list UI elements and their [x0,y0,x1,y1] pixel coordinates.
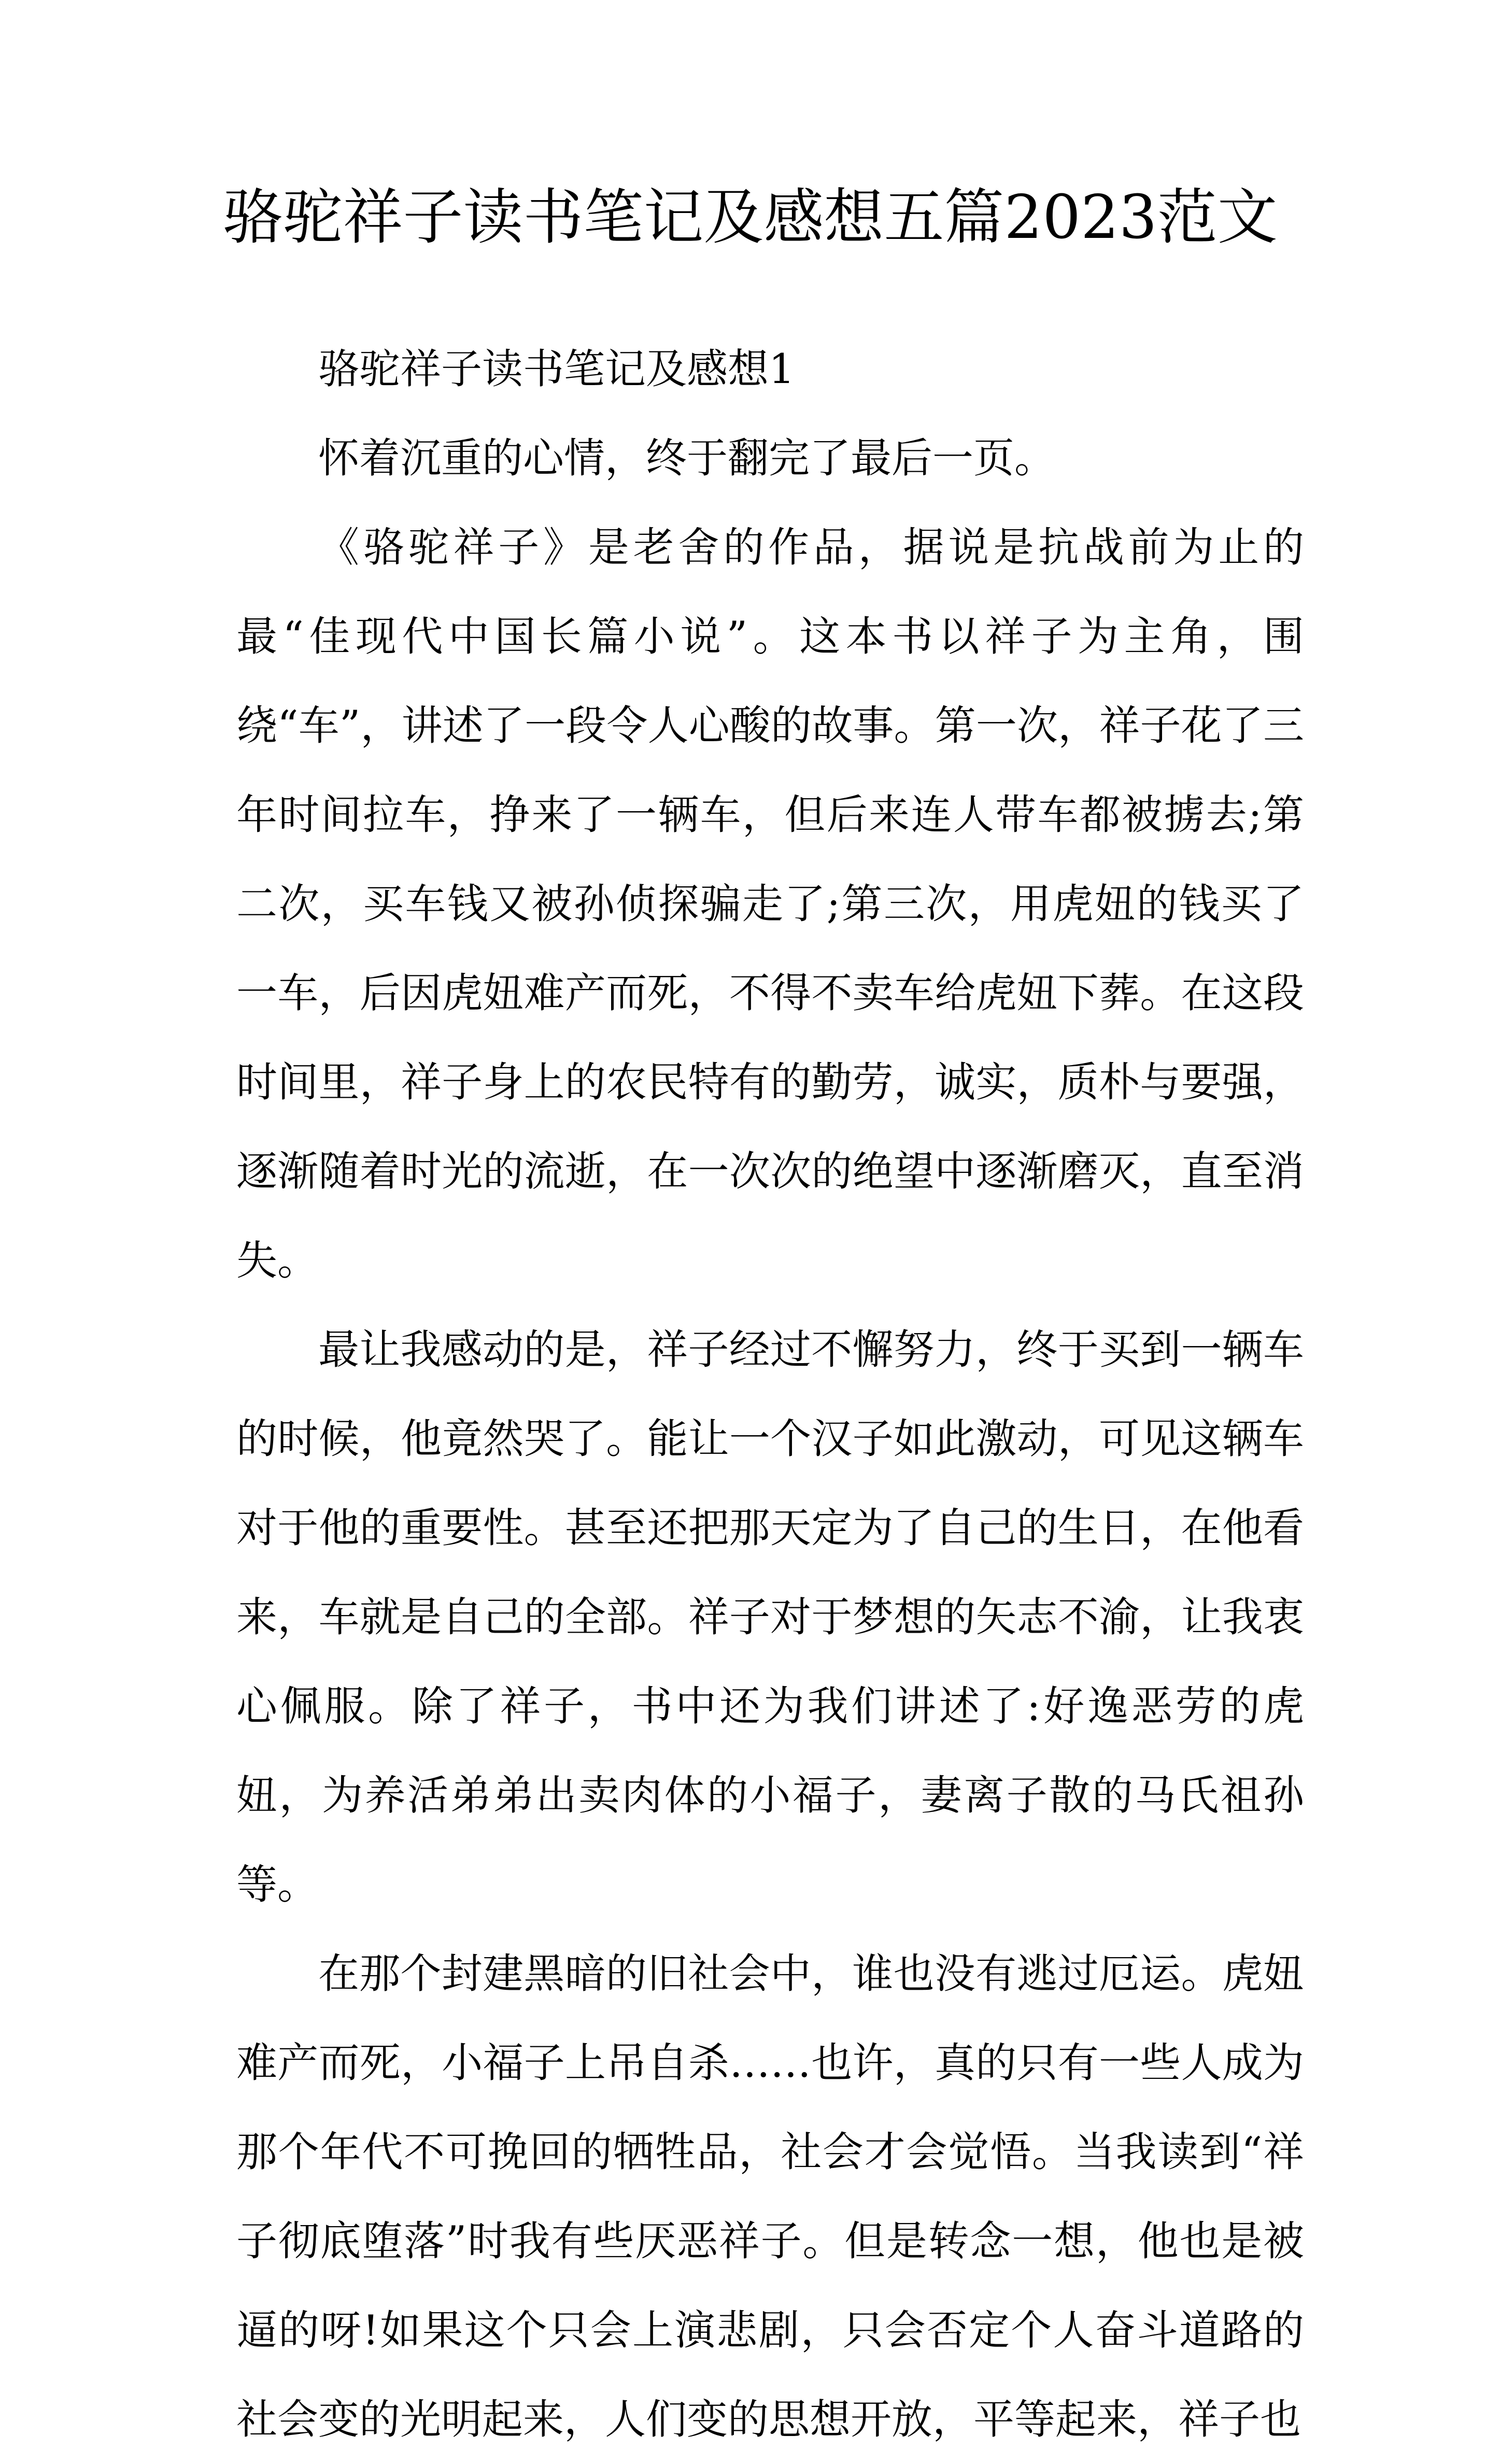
paragraph: 最让我感动的是，祥子经过不懈努力，终于买到一辆车的时候，他竟然哭了。能让一个汉子如此激动，可见这辆车对于他的重要性。甚至还把那天定为了自己的生日，在他看来，车就是自己的全部。祥子对于梦想的矢志不渝，让我衷心佩服。除了祥子，书中还为我们讲述了:好逸恶劳的虎妞，为养活弟弟出卖肉体的小福子，妻离子散的马氏祖孙等。 [236,1326,1304,1908]
paragraph: 在那个封建黑暗的旧社会中，谁也没有逃过厄运。虎妞难产而死，小福子上吊自杀……也许，真的只有一些人成为那个年代不可挽回的牺牲品，社会才会觉悟。当我读到“祥子彻底堕落”时我有些厌恶祥子。但是转念一想，他也是被逼的呀!如果这个只会上演悲剧，只会否定个人奋斗道路的社会变的光明起来，人们变的思想开放，平等起来，祥子也 [236,1950,1304,2443]
paragraph: 《骆驼祥子》是老舍的作品，据说是抗战前为止的最“佳现代中国长篇小说”。这本书以祥子为主角，围绕“车”，讲述了一段令人心酸的故事。第一次，祥子花了三年时间拉车，挣来了一辆车，但后来连人带车都被掳去;第二次，买车钱又被孙侦探骗走了;第三次，用虎妞的钱买了一车，后因虎妞难产而死，不得不卖车给虎妞下葬。在这段时间里，祥子身上的农民特有的勤劳，诚实，质朴与要强，逐渐随着时光的流逝，在一次次的绝望中逐渐磨灭，直至消失。 [236,523,1304,1284]
document-body [236,324,1304,2464]
paragraph: 怀着沉重的心情，终于翻完了最后一页。 [318,434,1055,482]
document-title: 骆驼祥子读书笔记及感想五篇2023范文 [222,182,1278,252]
section-heading: 骆驼祥子读书笔记及感想1 [318,345,795,393]
